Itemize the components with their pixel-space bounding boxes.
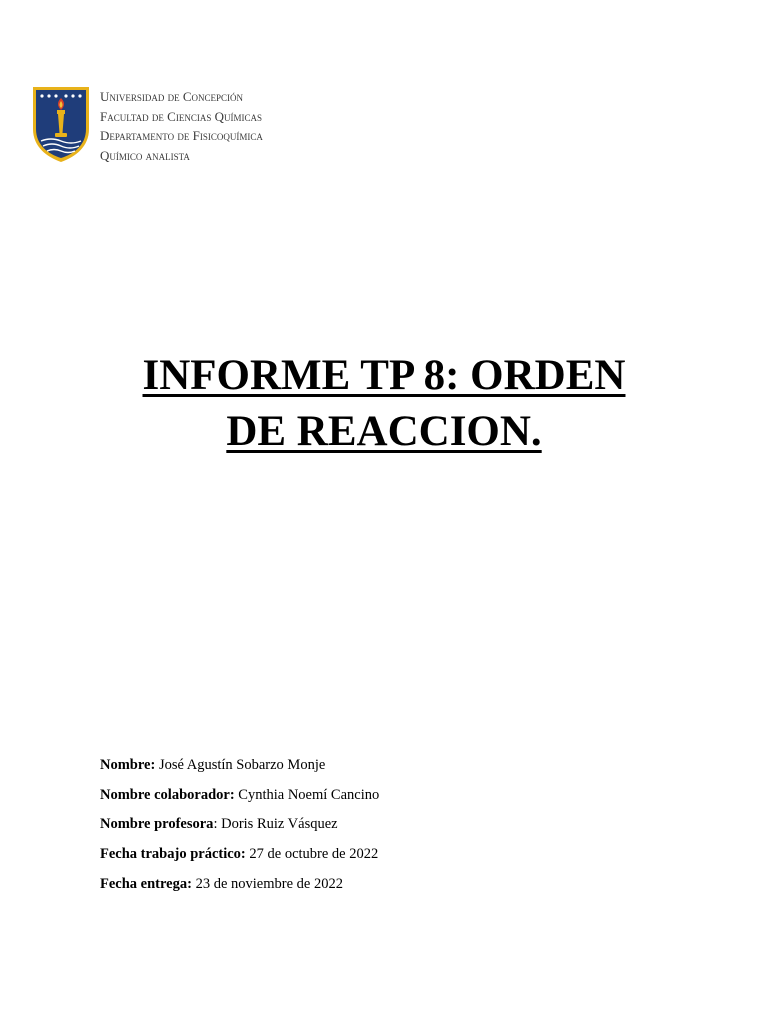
program-name: Químico analista (100, 147, 190, 163)
title-line-1: INFORME TP 8: ORDEN (142, 352, 626, 399)
detail-label: Nombre profesora (100, 816, 214, 833)
document-header (31, 85, 263, 165)
detail-label: Nombre colaborador: (100, 786, 235, 803)
detail-row-profesora (100, 810, 379, 840)
detail-value: José Agustín Sobarzo Monje (155, 757, 326, 773)
university-shield-icon (31, 85, 91, 163)
institution-block (100, 87, 263, 165)
detail-row-fecha-entrega (100, 870, 379, 900)
detail-value: 27 de octubre de 2022 (245, 846, 379, 863)
detail-value: Cynthia Noemí Cancino (234, 786, 380, 803)
detail-row-nombre (100, 751, 379, 781)
detail-label: Fecha entrega: (100, 875, 192, 892)
department-name: Departamento de Fisicoquímica (100, 128, 263, 143)
detail-row-fecha-trabajo (100, 840, 379, 870)
faculty-name: Facultad de Ciencias Químicas (100, 108, 262, 124)
detail-row-colaborador (100, 781, 379, 811)
detail-value: : Doris Ruiz Vásquez (213, 816, 338, 833)
detail-label: Nombre: (100, 757, 156, 773)
university-name: Universidad de Concepción (100, 89, 244, 104)
detail-label: Fecha trabajo práctico: (100, 846, 246, 863)
report-details (100, 751, 379, 900)
detail-value: 23 de noviembre de 2022 (191, 875, 343, 892)
report-title (0, 348, 768, 460)
title-line-2: DE REACCION. (226, 408, 542, 455)
